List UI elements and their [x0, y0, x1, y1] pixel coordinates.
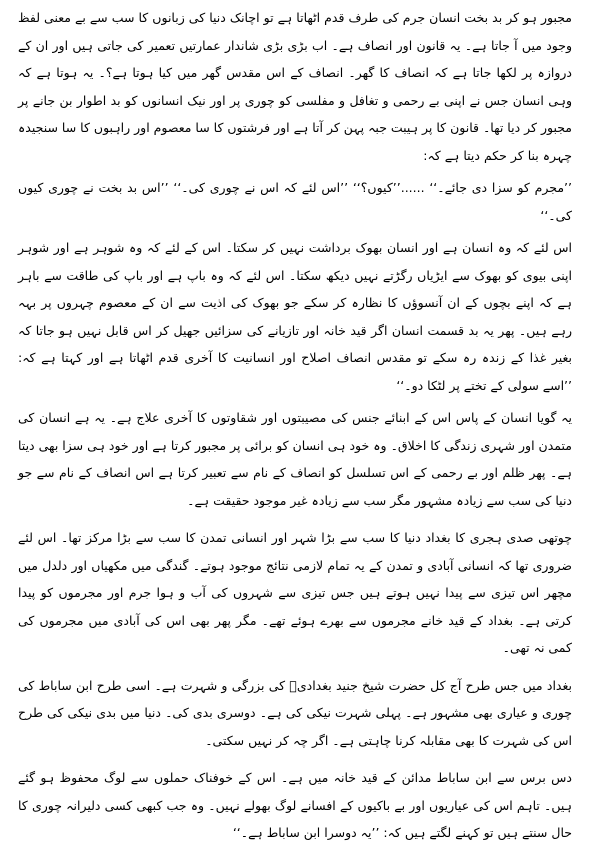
paragraph-6: بغداد میں جس طرح آج کل حضرت شیخ جنید بغدادیؒ کی بزرگی و شہرت ہے۔ اسی طرح ابن ساباط کی چوری و عیاری بھی مشہور ہے۔ پہلی شہرت نیکی کی ہے۔ دوسری بدی کی۔ دنیا میں بدی نیکی کی طرح اس کی شہرت کا بھی مقابلہ کرنا چاہتی ہے۔ اگر چہ کر نہیں سکتی۔	[18, 677, 572, 748]
paragraph-1: مجبور ہو کر بد بخت انسان جرم کی طرف قدم اٹھاتا ہے تو اچانک دنیا کی زبانوں کا سب سے بے معنی لفظ وجود میں آ جاتا ہے۔ یہ قانون اور انصاف ہے۔ اب بڑی بڑی شاندار عمارتیں تعمیر کی جاتی ہیں اور ان کے دروازہ پر لکھا جاتا ہے کہ انصاف کا گھر۔ انصاف کے اس مقدس گھر میں کیا ہوتا ہے؟۔ یہ ہوتا ہے کہ وہی انسان جس نے اپنی بے رحمی و تغافل و مفلسی کو چوری پر اور نیک انسانوں کو بد اطوار بن جانے پر مجبور کر دیا تھا۔ قانون کا پر ہیبت جبہ پہن کر آتا ہے اور فرشتوں کا سا معصوم اور راہبوں کا سا سنجیدہ چہرہ بنا کر حکم دیتا ہے کہ:	[17, 10, 572, 163]
paragraph-4: یہ گویا انسان کے پاس اس کے ابنائے جنس کی مصیبتوں اور شقاوتوں کا آخری علاج ہے۔ یہ ہے انسان کی متمدن اور شہری زندگی کا اخلاق۔ وہ خود ہی انسان کو برائی پر مجبور کرتا ہے اور خود ہی سزا بھی دیتا ہے۔ پھر ظلم اور بے رحمی کے اس تسلسل کو انصاف کے نام سے تعبیر کرتا ہے اس انصاف کے نام سے جو دنیا کی سب سے زیادہ مشہور مگر سب سے زیادہ غیر موجود حقیقت ہے۔	[18, 410, 572, 508]
paragraph-7: دس برس سے ابن ساباط مدائن کے قید خانہ میں ہے۔ اس کے خوفناک حملوں سے لوگ محفوظ ہو گئے ہیں۔ تاہم اس کی عیاریوں اور بے باکیوں کے افسانے لوگ بھولے نہیں۔ وہ جب کبھی کسی دلیرانہ چوری کا حال سنتے ہیں تو کہنے لگتے ہیں کہ: ’’یہ دوسرا ابن ساباط ہے۔‘‘	[18, 770, 572, 840]
paragraph-5: چوتھی صدی ہجری کا بغداد دنیا کا سب سے بڑا شہر اور انسانی تمدن کا سب سے بڑا مرکز تھا۔ اس لئے ضروری تھا کہ انسانی آبادی و تمدن کے یہ تمام لازمی نتائج موجود ہوتے۔ گندگی میں مکھیاں اور دلدل میں مچھر اس تیزی سے پیدا نہیں ہوتے ہیں جس تیزی سے شہروں کی آب و ہوا جرم اور مجرموں کو پیدا کرتی ہے۔ بغداد کے قید خانے مجرموں سے بھرے ہوئے تھے۔ مگر پھر بھی اس کی آبادی میں مجرموں کی کمی نہ تھی۔	[18, 530, 572, 655]
paragraph-2: ’’مجرم کو سزا دی جائے۔‘‘ ......’’کیوں؟‘‘ ’’اس لئے کہ اس نے چوری کی۔‘‘ ’’اس بد بخت نے چوری کیوں کی۔‘‘	[18, 180, 572, 223]
paragraph-3: اس لئے کہ وہ انسان ہے اور انسان بھوک برداشت نہیں کر سکتا۔ اس کے لئے کہ وہ شوہر ہے اور شوہر اپنی بیوی کو بھوک سے ایڑیاں رگڑتے نہیں دیکھ سکتا۔ اس لئے کہ وہ باپ ہے اور باپ کی طاقت سے باہر ہے کہ اپنے بچوں کے ان آنسوؤں کا نظارہ کر سکے جو بھوک کی اذیت سے ان کے معصوم چہروں پر بہہ رہے ہیں۔ پھر یہ بد قسمت انسان اگر قید خانہ اور تازیانے کی سزائیں جھیل کر اس قابل نہیں ہو جاتا کہ بغیر غذا کے زندہ رہ سکے تو مقدس انصاف اصلاح اور انسانیت کا آخری قدم اٹھاتا ہے اور کہتا ہے کہ: ’’اسے سولی کے تختے پر لٹکا دو۔‘‘	[18, 240, 572, 393]
